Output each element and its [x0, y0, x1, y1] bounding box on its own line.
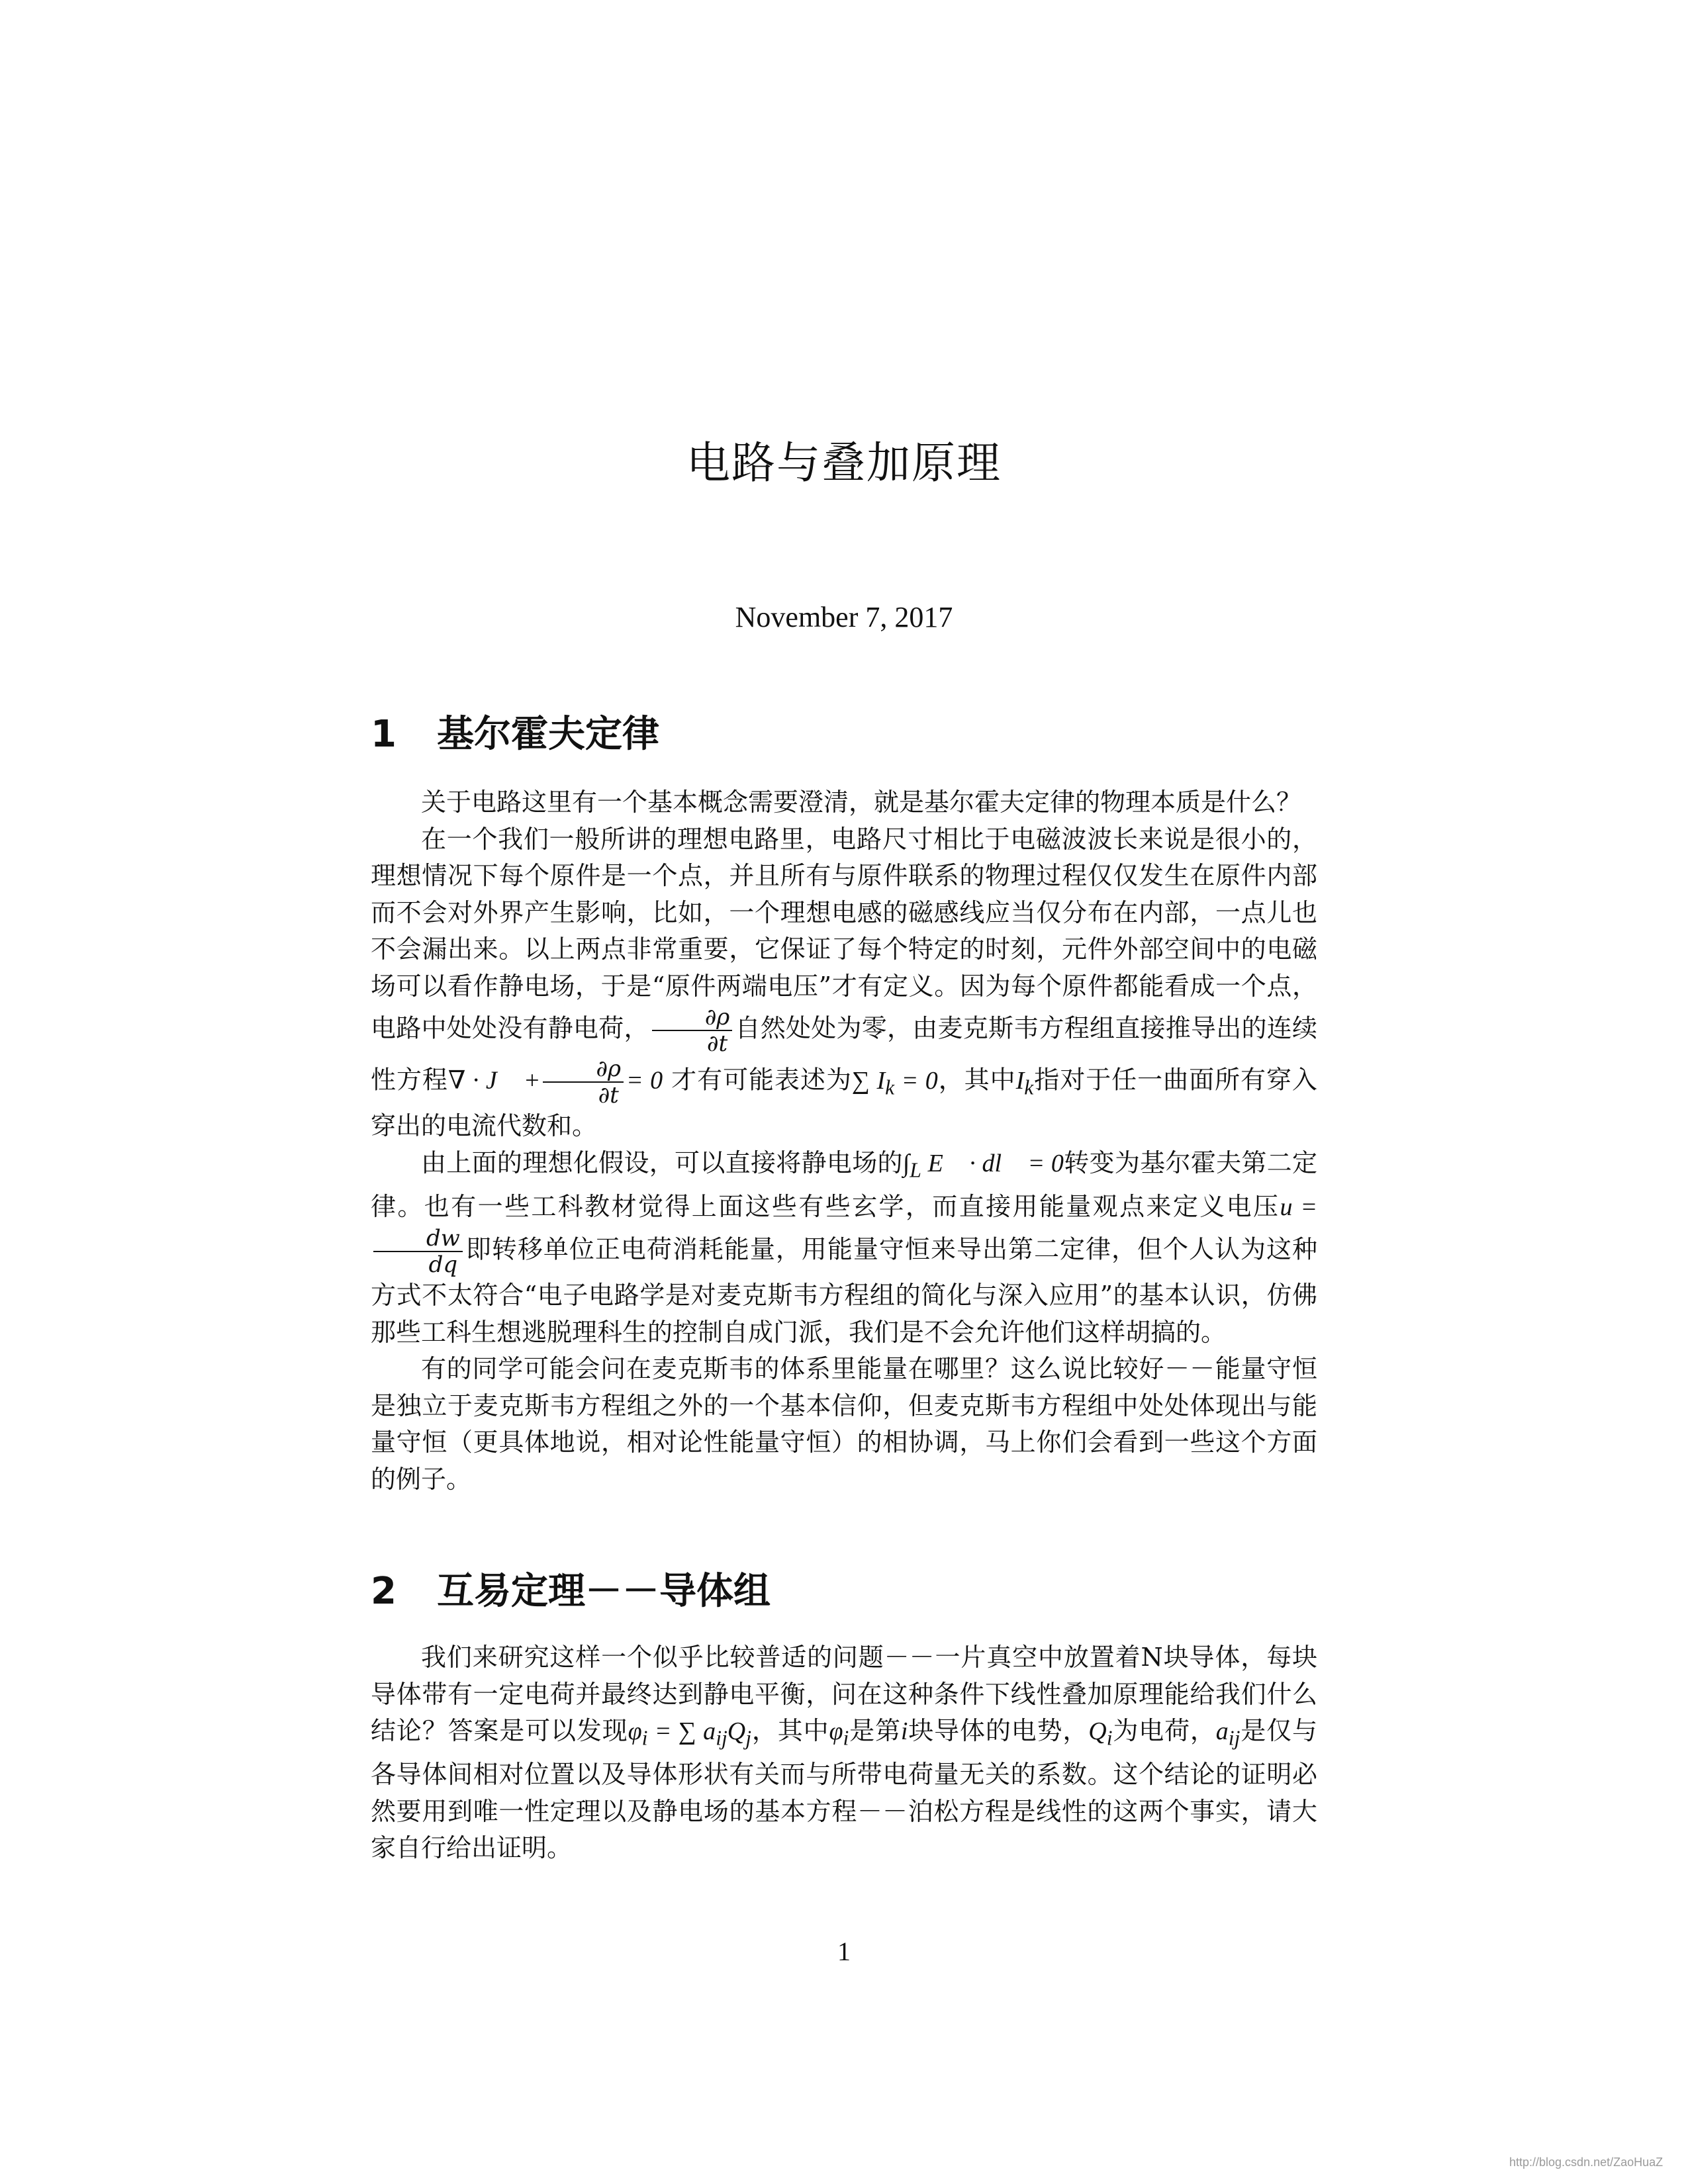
integral-symbol: ∫	[902, 1149, 910, 1177]
text-run: 自然处处为零，由麦克斯韦方程组直接推导出的连续性方程	[371, 1013, 1317, 1095]
subscript: ij	[1228, 1726, 1241, 1750]
section-heading-1	[371, 711, 1324, 758]
fraction-drho-dt	[543, 1056, 624, 1108]
loop-integral	[902, 1149, 1064, 1182]
qi-symbol	[1088, 1717, 1113, 1750]
sum-symbol: ∑ I	[851, 1066, 886, 1095]
subscript: ij	[716, 1726, 727, 1750]
text-run: 由上面的理想化假设，可以直接将静电场的	[421, 1148, 903, 1177]
text-run: 块导体的电势，	[908, 1716, 1089, 1745]
text-run: 为电荷，	[1112, 1716, 1216, 1745]
formula-rhs: = ∑ a	[647, 1717, 716, 1745]
ik-symbol	[1015, 1066, 1034, 1099]
symbol: a	[1215, 1717, 1229, 1745]
fraction-dw-dq	[373, 1226, 463, 1277]
denominator: ∂t	[598, 1082, 619, 1109]
aij-symbol	[1215, 1717, 1241, 1750]
symbol: φ	[628, 1717, 642, 1745]
subscript: k	[1024, 1075, 1034, 1099]
text-run: 我们来研究这样一个似乎比较普适的问题－－一片真空中放置着N块导体，每块导体带有一定电荷并最终达到静电平衡，问在这种条件下线性叠加原理能给我们什么结论？答案是可以发现	[371, 1643, 1317, 1745]
section-number: 1	[371, 713, 397, 756]
fraction-drho-dt	[652, 1005, 733, 1056]
denominator: ∂t	[706, 1030, 728, 1057]
section-title: 互易定理－－导体组	[437, 1570, 771, 1613]
paragraph	[371, 821, 1317, 1145]
document-title: 电路与叠加原理	[686, 437, 1002, 488]
paragraph	[371, 1145, 1317, 1351]
text-run: 才有可能表述为	[671, 1065, 852, 1095]
section-heading-2	[371, 1569, 1324, 1615]
i-symbol: i	[900, 1717, 908, 1745]
subscript: i	[1106, 1726, 1113, 1750]
continuity-rhs: = 0	[626, 1066, 663, 1095]
kcl-formula	[851, 1066, 938, 1099]
page-number: 1	[837, 1936, 851, 1966]
symbol: Q	[727, 1717, 746, 1745]
numerator: ∂ρ	[543, 1056, 624, 1083]
symbol: φ	[829, 1717, 843, 1745]
text-run: 在一个我们一般所讲的理想电路里，电路尺寸相比于电磁波波长来说是很小的，理想情况下每个原件是一个点，并且所有与原件联系的物理过程仅仅发生在原件内部而不会对外界产生影响，比如，一个理想电感的磁感线应当仅分布在内部，一点儿也不会漏出来。以上两点非常重要，它保证了每个特定的时刻，元件外部空间中的电磁场可以看作静电场，于是“原件两端电压”才有定义。因为每个原件都能看成一个点，电路中处处没有静电荷，	[371, 824, 1317, 1043]
section-2-body	[371, 1639, 1317, 1867]
subscript: k	[885, 1075, 895, 1099]
symbol: Q	[1088, 1717, 1107, 1745]
text-run: 即转移单位正电荷消耗能量，用能量守恒来导出第二定律，但个人认为这种方式不太符合“电子电路学是对麦克斯韦方程组的简化与深入应用”的基本认识，仿佛那些工科生想逃脱理科生的控制自成门派，我们是不会允许他们这样胡搞的。	[371, 1234, 1317, 1347]
text-run: 转变为基尔霍夫第二定律。也有一些工科教材觉得上面这些有些玄学，而直接用能量观点来定义电压	[371, 1148, 1317, 1221]
paragraph: 关于电路这里有一个基本概念需要澄清，就是基尔霍夫定律的物理本质是什么？	[421, 788, 1302, 817]
section-number: 2	[371, 1570, 397, 1613]
text-run: 是仅与各导体间相对位置以及导体形状有关而与所带电荷量无关的系数。这个结论的证明必然要用到唯一性定理以及静电场的基本方程－－泊松方程是线性的这两个事实，请大家自行给出证明。	[371, 1716, 1317, 1863]
paragraph	[371, 1639, 1317, 1867]
subscript: j	[745, 1726, 752, 1750]
subscript: i	[843, 1726, 849, 1750]
symbol: I	[1015, 1066, 1025, 1095]
denominator: dq	[428, 1251, 458, 1279]
section-title: 基尔霍夫定律	[437, 713, 659, 756]
section-1-body	[371, 784, 1317, 1498]
text-run: 是第	[849, 1716, 901, 1745]
phi-formula	[628, 1717, 752, 1750]
text-run: 指对于任一曲面所有穿入穿出的电流代数和。	[371, 1065, 1317, 1140]
watermark: http://blog.csdn.net/ZaoHuaZ	[1509, 2156, 1664, 2169]
integral-body: E⃗ · dl⃗ = 0	[921, 1149, 1064, 1177]
subscript: i	[641, 1726, 648, 1750]
text-run: ，其中	[751, 1716, 829, 1745]
document-date: November 7, 2017	[735, 601, 953, 633]
u-lhs: u =	[1280, 1193, 1317, 1221]
kcl-rhs: = 0	[894, 1066, 938, 1095]
paragraph: 有的同学可能会问在麦克斯韦的体系里能量在哪里？这么说比较好－－能量守恒是独立于麦克斯韦方程组之外的一个基本信仰，但麦克斯韦方程组中处处体现出与能量守恒（更具体地说，相对论性能量守恒）的相协调，马上你们会看到一些这个方面的例子。	[371, 1354, 1317, 1494]
phi-symbol	[829, 1717, 849, 1750]
subscript: L	[910, 1158, 921, 1182]
numerator: ∂ρ	[652, 1005, 733, 1031]
continuity-lhs: ∇ · J⃗ +	[447, 1066, 541, 1095]
text-run: ，其中	[937, 1065, 1016, 1095]
numerator: dw	[373, 1226, 463, 1252]
